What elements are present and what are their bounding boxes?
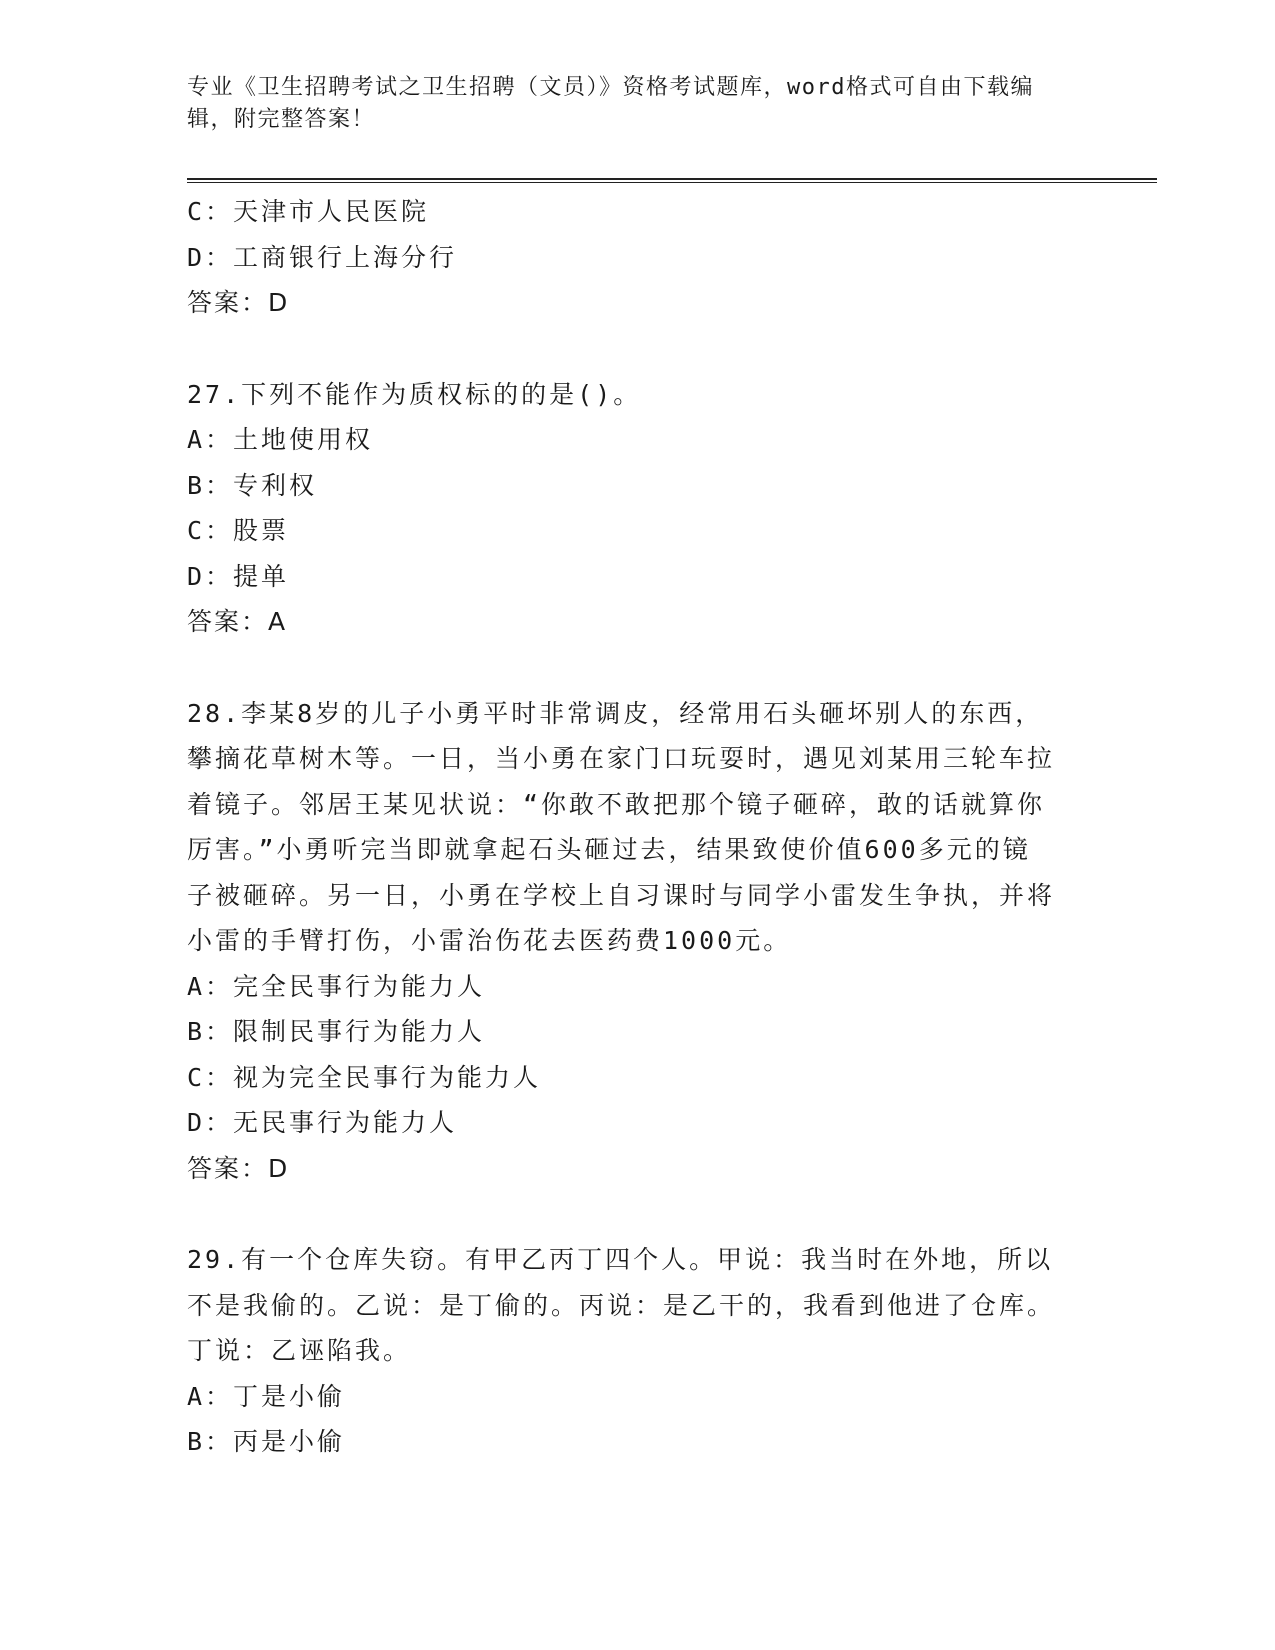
question-27-option-d: D：提单 — [187, 561, 290, 591]
document-page — [187, 72, 1157, 1465]
question-28-option-c: C：视为完全民事行为能力人 — [187, 1062, 542, 1092]
question-28-option-b: B：限制民事行为能力人 — [187, 1017, 486, 1046]
question-list — [187, 189, 1157, 1465]
question-28-option-d: D：无民事行为能力人 — [187, 1108, 458, 1137]
prev-answer: 答案：D — [187, 288, 290, 317]
question-28-option-a: A：完全民事行为能力人 — [187, 971, 486, 1001]
question-27-option-a: A：土地使用权 — [187, 425, 374, 454]
question-27-answer: 答案：A — [187, 607, 288, 636]
spacer — [187, 645, 1157, 691]
question-27-option-b: B：专利权 — [187, 470, 318, 500]
question-28-stem: 28.李某8岁的儿子小勇平时非常调皮，经常用石头砸坏别人的东西，攀摘花草树木等。一日，当小勇在家门口玩耍时，遇见刘某用三轮车拉着镜子。邻居王某见状说：“你敢不敢把那个镜子砸碎，敢的话就算你厉害。”小勇听完当即就拿起石头砸过去，结果致使价值600多元的镜子被砸碎。另一日，小勇在学校上自习课时与同学小雷发生争执，并将小雷的手臂打伤，小雷治伤花去医药费1000元。 — [187, 698, 1056, 955]
question-29-option-b: B：丙是小偷 — [187, 1427, 346, 1456]
prev-option-c: C：天津市人民医院 — [187, 197, 430, 226]
spacer — [187, 326, 1157, 372]
header-divider — [187, 178, 1157, 183]
prev-option-d: D：工商银行上海分行 — [187, 242, 458, 272]
question-27-stem: 27.下列不能作为质权标的的是()。 — [187, 379, 642, 409]
question-27-option-c: C：股票 — [187, 516, 290, 545]
question-29-stem: 29.有一个仓库失窃。有甲乙丙丁四个人。甲说：我当时在外地，所以不是我偷的。乙说：是丁偷的。丙说：是乙干的，我看到他进了仓库。丁说：乙诬陷我。 — [187, 1245, 1056, 1365]
spacer — [187, 1191, 1157, 1237]
document-header: 专业《卫生招聘考试之卫生招聘（文员）》资格考试题库，word格式可自由下载编辑，附完整答案！ — [187, 75, 1034, 132]
question-28-answer: 答案：D — [187, 1153, 290, 1183]
question-29-option-a: A：丁是小偷 — [187, 1381, 346, 1411]
